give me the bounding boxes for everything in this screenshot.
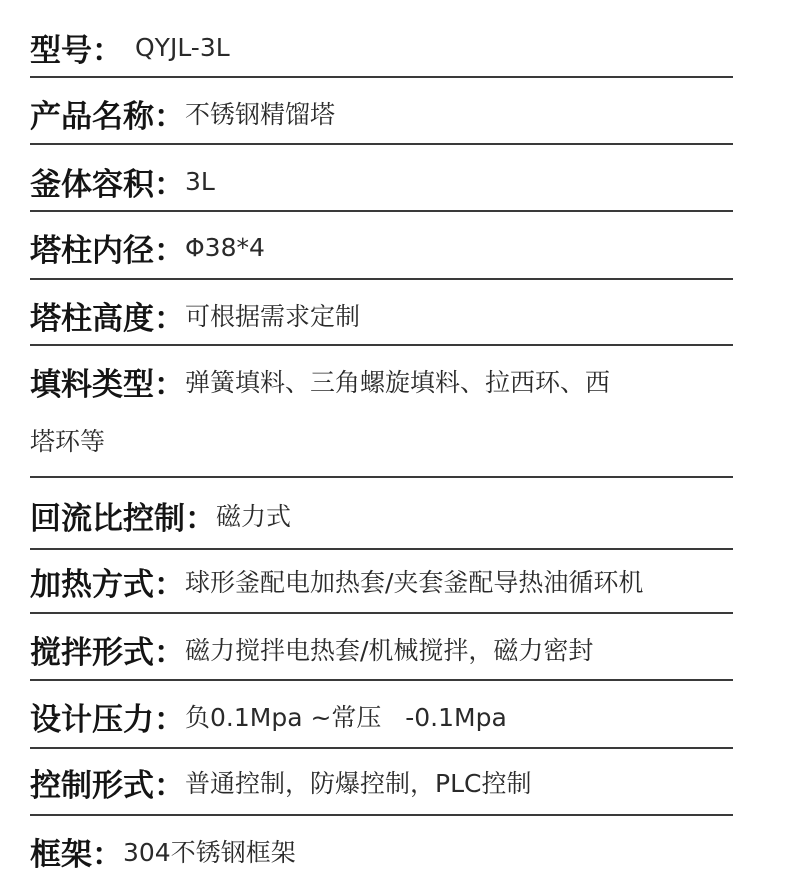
- spec-row-kettle-volume: [30, 166, 740, 203]
- spec-row-column-height: [30, 300, 740, 337]
- spec-row-column-diameter: [30, 232, 740, 269]
- spec-label: 加热方式：: [30, 566, 185, 603]
- row-divider: [30, 76, 733, 78]
- spec-row-packing-type: [30, 366, 740, 403]
- spec-label: 回流比控制：: [30, 500, 216, 537]
- spec-row-model: [30, 32, 740, 69]
- spec-row-stirring-type: [30, 634, 740, 671]
- row-divider: [30, 548, 733, 550]
- spec-value: QYJL-3L: [135, 32, 230, 62]
- spec-value: 不锈钢精馏塔: [185, 100, 336, 129]
- spec-label: 塔柱高度：: [30, 300, 185, 337]
- row-divider: [30, 814, 733, 816]
- spec-label: 填料类型：: [30, 366, 185, 403]
- spec-value: 球形釜配电加热套/夹套釜配导热油循环机: [185, 568, 644, 597]
- spec-label: 框架：: [30, 836, 123, 873]
- spec-value: 3L: [185, 166, 215, 196]
- spec-label: 搅拌形式：: [30, 634, 185, 671]
- spec-value: 304不锈钢框架: [123, 838, 296, 867]
- spec-row-design-pressure: [30, 701, 740, 738]
- spec-label: 釜体容积：: [30, 166, 185, 203]
- spec-label: 型号：: [30, 32, 123, 69]
- row-divider: [30, 278, 733, 280]
- row-divider: [30, 679, 733, 681]
- spec-row-control-type: [30, 767, 740, 804]
- row-divider: [30, 143, 733, 145]
- spec-label: 控制形式：: [30, 767, 185, 804]
- row-divider: [30, 210, 733, 212]
- spec-label: 塔柱内径：: [30, 232, 185, 269]
- row-divider: [30, 344, 733, 346]
- spec-value: 磁力搅拌电热套/机械搅拌，磁力密封: [185, 636, 594, 665]
- spec-row-reflux-control: [30, 500, 740, 537]
- row-divider: [30, 476, 733, 478]
- spec-row-frame: [30, 836, 740, 873]
- spec-value: 普通控制，防爆控制，PLC控制: [185, 769, 532, 798]
- spec-value: 可根据需求定制: [185, 302, 361, 331]
- spec-value: 磁力式: [216, 502, 292, 531]
- spec-label: 产品名称：: [30, 98, 185, 135]
- spec-row-heating-method: [30, 566, 740, 603]
- spec-label: 设计压力：: [30, 701, 185, 738]
- spec-value: Φ38*4: [185, 232, 265, 262]
- spec-value: 弹簧填料、三角螺旋填料、拉西环、西: [185, 368, 611, 397]
- row-divider: [30, 747, 733, 749]
- spec-row-product-name: [30, 98, 740, 135]
- row-divider: [30, 612, 733, 614]
- spec-value-continuation: 塔环等: [30, 427, 106, 456]
- spec-value: 负0.1Mpa ~常压 -0.1Mpa: [185, 703, 507, 732]
